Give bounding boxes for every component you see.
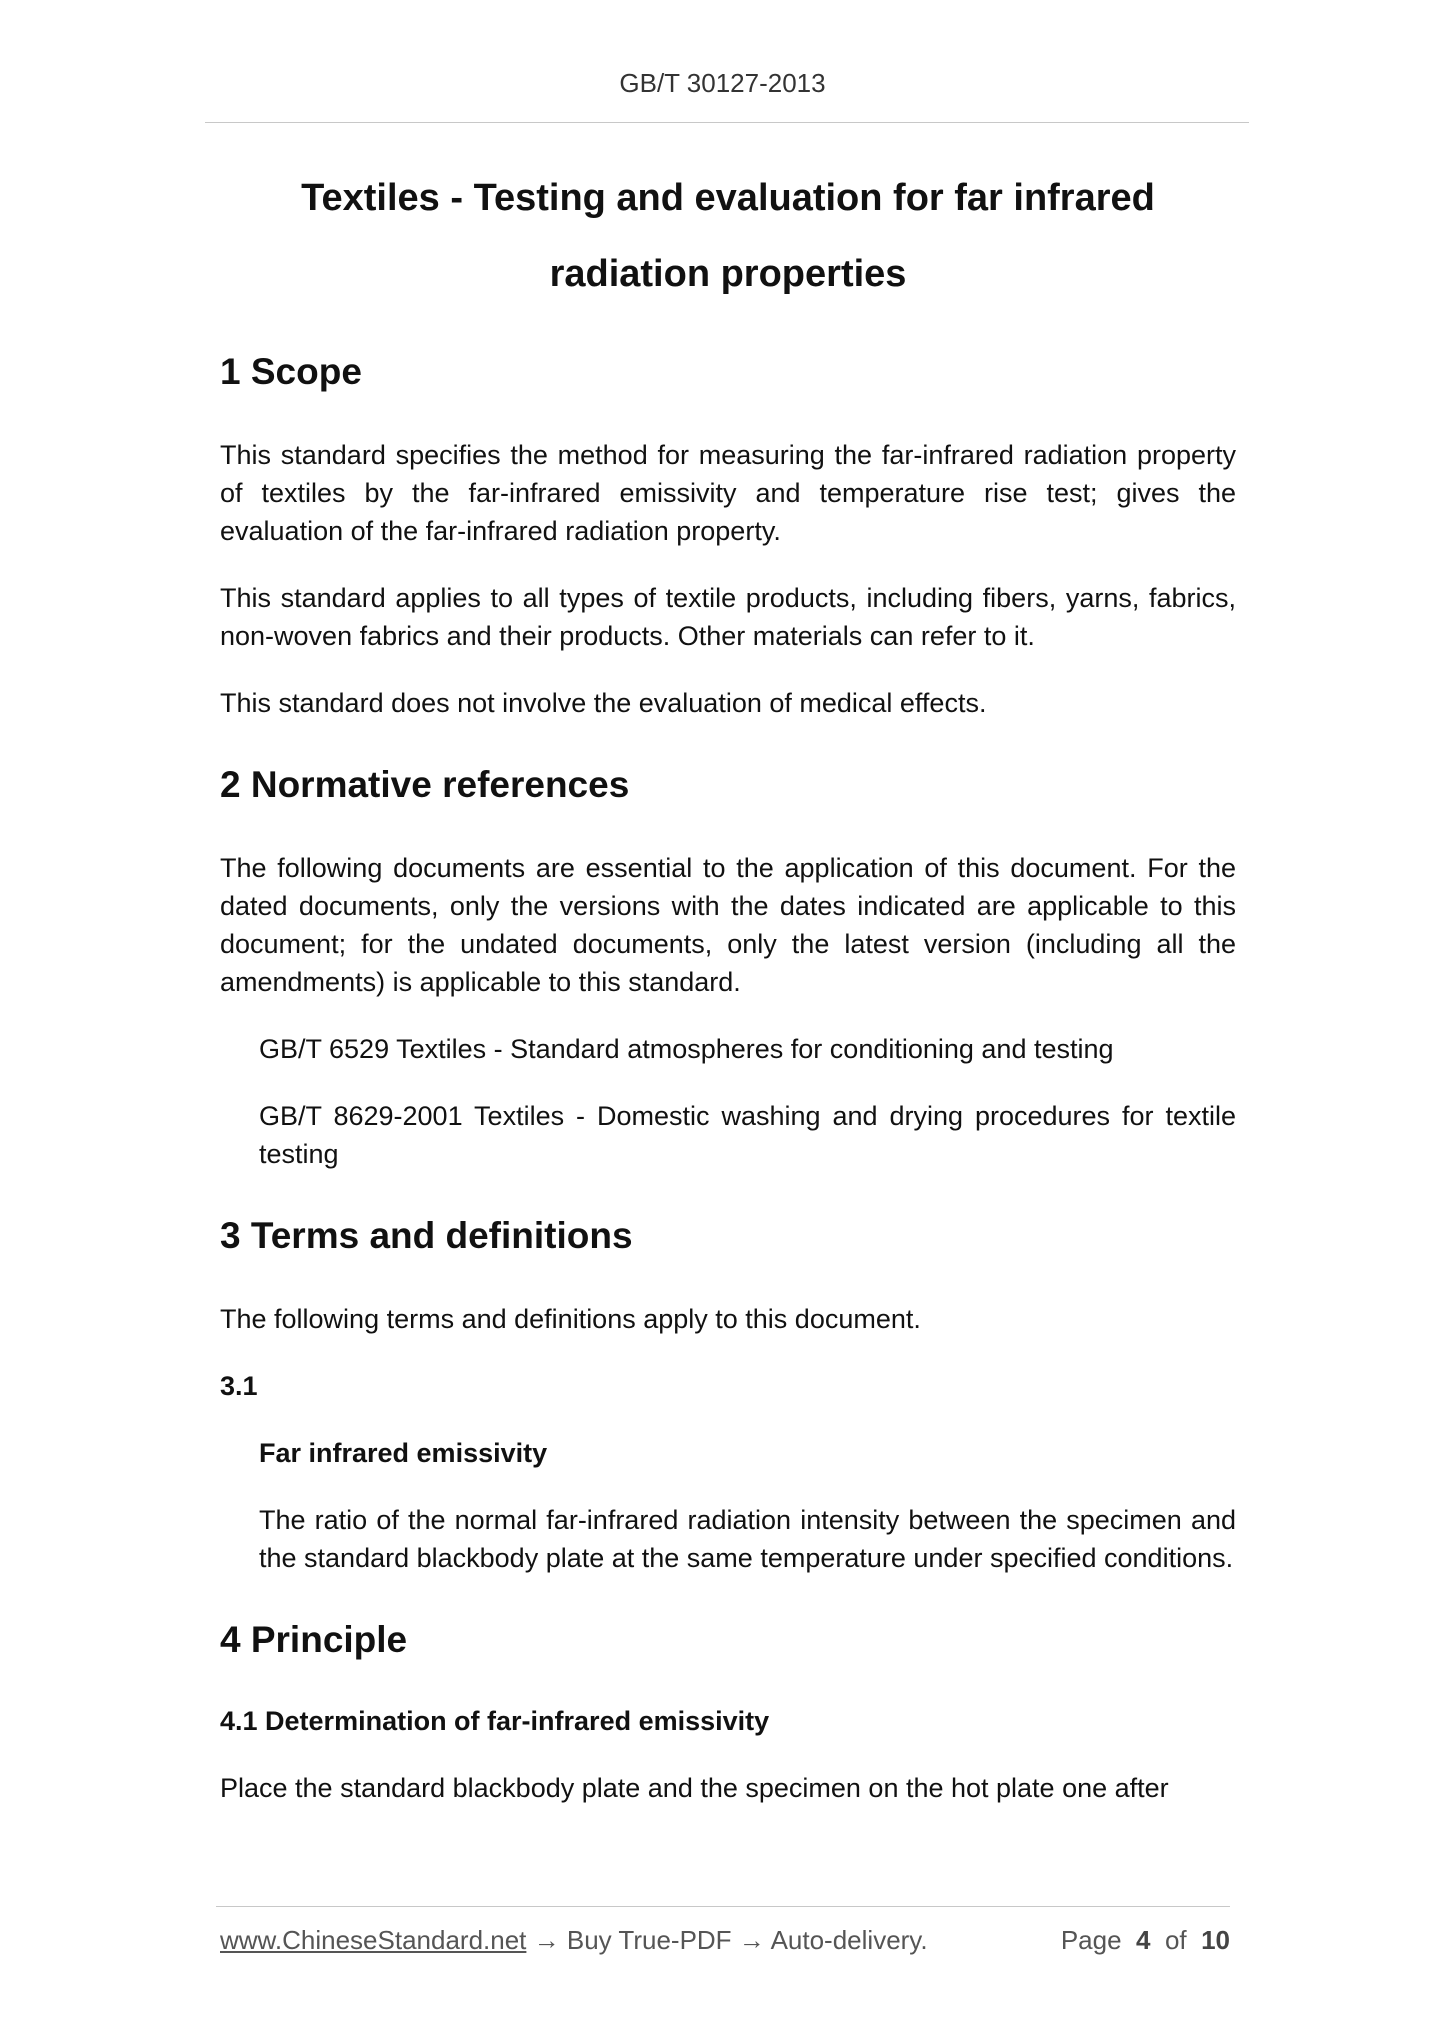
term-number: 3.1 <box>220 1371 258 1401</box>
of-label: of <box>1164 1925 1187 1955</box>
page-header: GB/T 30127-2013 <box>619 68 826 98</box>
page-number: 4 <box>1136 1925 1151 1955</box>
document-title-line1: Textiles - Testing and evaluation for far infrared <box>301 177 1155 219</box>
section-heading-principle: 4 Principle <box>220 1619 408 1660</box>
normative-reference-2: GB/T 8629-2001 Textiles - Domestic washing and drying procedures for textile testing <box>259 1101 1236 1169</box>
total-pages: 10 <box>1201 1925 1230 1955</box>
subsection-heading-emissivity: 4.1 Determination of far-infrared emissivity <box>220 1706 770 1736</box>
document-body <box>220 160 1236 1807</box>
scope-paragraph-1: This standard specifies the method for measuring the far-infrared radiation property of textiles by the far-infrared emissivity and temperature rise test; gives the evaluation of the far-infrared radiation property. <box>220 440 1236 546</box>
normative-reference-1: GB/T 6529 Textiles - Standard atmospheres for conditioning and testing <box>259 1034 1114 1064</box>
terms-intro: The following terms and definitions apply to this document. <box>220 1304 921 1334</box>
document-title <box>220 160 1236 312</box>
footer-divider <box>216 1906 1230 1907</box>
section-heading-normative: 2 Normative references <box>220 764 630 805</box>
header-divider <box>205 122 1249 123</box>
footer-promo: → Buy True-PDF → Auto-delivery. <box>526 1925 928 1955</box>
document-title-line2: radiation properties <box>549 253 907 295</box>
section-heading-terms: 3 Terms and definitions <box>220 1215 633 1256</box>
section-heading-scope: 1 Scope <box>220 351 362 392</box>
page-indicator <box>1061 1925 1230 1956</box>
normative-paragraph: The following documents are essential to the application of this document. For the dated documents, only the versions with the dates indicated are applicable to this document; for the undated documents, only the latest version (including all the amendments) is applicable to this standard. <box>220 853 1236 997</box>
term-name: Far infrared emissivity <box>259 1438 548 1468</box>
footer-left <box>220 1925 928 1956</box>
website-link[interactable]: www.ChineseStandard.net <box>220 1925 527 1955</box>
principle-paragraph: Place the standard blackbody plate and the specimen on the hot plate one after <box>220 1773 1169 1803</box>
page-label: Page <box>1060 1925 1122 1955</box>
page-footer <box>220 1925 1230 1965</box>
scope-paragraph-2: This standard applies to all types of textile products, including fibers, yarns, fabrics, non-woven fabrics and their products. Other materials can refer to it. <box>220 583 1236 651</box>
scope-paragraph-3: This standard does not involve the evaluation of medical effects. <box>220 688 987 718</box>
term-definition: The ratio of the normal far-infrared radiation intensity between the specimen and the standard blackbody plate at the same temperature under specified conditions. <box>259 1505 1236 1573</box>
